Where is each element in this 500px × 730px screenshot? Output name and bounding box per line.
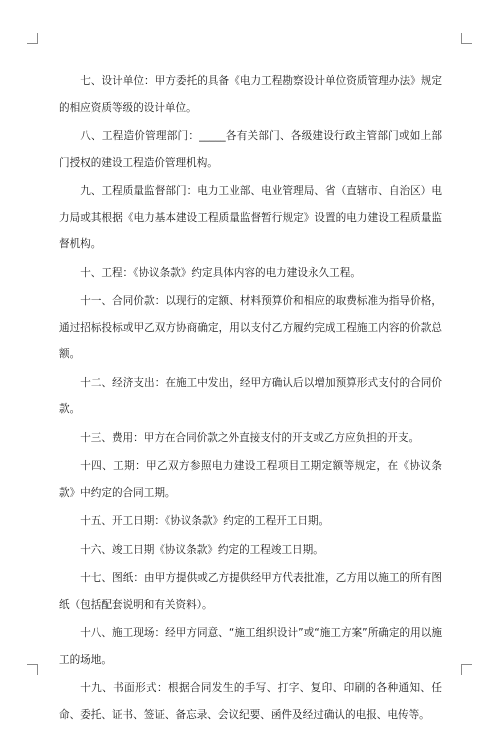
document-body (59, 68, 442, 730)
crop-mark-top-right (461, 33, 472, 44)
crop-mark-bottom-right (461, 664, 472, 675)
paragraph-expenses: 十三、费用：甲方在合同价款之外直接支付的开支或乙方应负担的开支。 (80, 431, 420, 444)
paragraph-quality-supervision-dept: 九、工程质量监督部门：电力工业部、电业管理局、省（直辖市、自治区）电力局或其根据《电力基本建设工程质量监督暂行规定》设置的电力建设工程质量监督机构。 (59, 185, 442, 250)
paragraph-construction-site: 十八、施工现场：经甲方同意、“施工组织设计”或“施工方案”所确定的用以施工的场地。 (59, 627, 442, 666)
paragraph-construction-period: 十四、工期：甲乙双方参照电力建设工程项目工期定额等规定，在《协议条款》中约定的合同工期。 (59, 460, 442, 499)
paragraph-economic-expenditure: 十二、经济支出：在施工中发出，经甲方确认后以增加预算形式支付的合同价款。 (59, 376, 442, 415)
paragraph-written-form: 十九、书面形式：根据合同发生的手写、打字、复印、印刷的各种通知、任命、委托、证书、签证、备忘录、会议纪要、函件及经过确认的电报、电传等。 (59, 682, 442, 721)
paragraph-design-unit: 七、设计单位：甲方委托的具备《电力工程勘察设计单位资质管理办法》规定的相应资质等级的设计单位。 (59, 75, 442, 114)
paragraph-contract-price: 十一、合同价款：以现行的定额、材料预算价和相应的取费标准为指导价格，通过招标投标或甲乙双方协商确定，用以支付乙方履约完成工程施工内容的价款总额。 (59, 295, 442, 360)
crop-mark-bottom-left (27, 664, 38, 675)
paragraph-start-date: 十五、开工日期：《协议条款》约定的工程开工日期。 (80, 515, 330, 527)
paragraph-drawings: 十七、图纸：由甲方提供或乙方提供经甲方代表批准，乙方用以施工的所有图纸（包括配套说明和有关资料）。 (59, 572, 442, 611)
paragraph-project: 十、工程：《协议条款》约定具体内容的电力建设永久工程。 (80, 266, 361, 279)
paragraph-completion-date: 十六、竣工日期《协议条款》约定的工程竣工日期。 (80, 543, 324, 556)
crop-mark-top-left (27, 33, 38, 44)
paragraph-cost-management-dept: 八、工程造价管理部门：_____各有关部门、各级建设行政主管部门或如上部门授权的建设工程造价管理机构。 (59, 130, 442, 169)
